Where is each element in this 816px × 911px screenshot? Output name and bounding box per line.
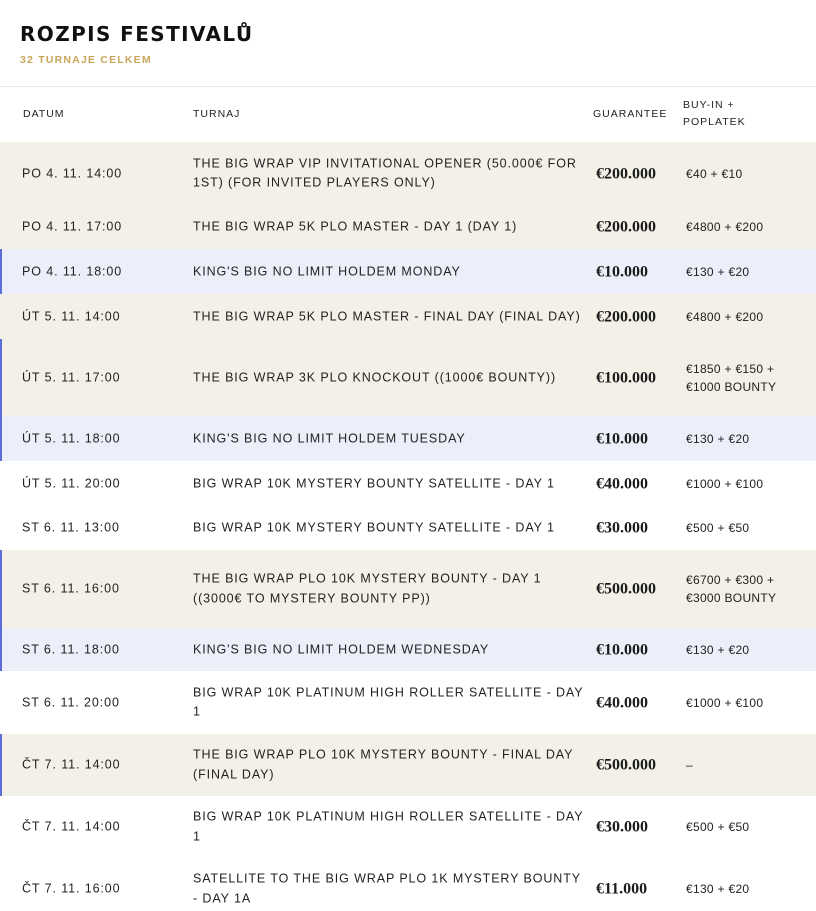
row-tournament-name[interactable]: BIG WRAP 10K PLATINUM HIGH ROLLER SATELLITE - DAY 1 [193, 809, 584, 843]
row-guarantee: €100.000 [596, 368, 656, 386]
table-header [0, 87, 816, 142]
row-guarantee: €30.000 [596, 519, 648, 537]
row-buyin: €1000 + €100 [686, 695, 764, 710]
row-date: ÚT 5. 11. 18:00 [22, 430, 121, 445]
row-guarantee: €40.000 [596, 693, 648, 711]
row-buyin: €130 + €20 [686, 264, 750, 279]
row-buyin: – [686, 758, 693, 772]
row-date: ČT 7. 11. 14:00 [22, 819, 121, 834]
row-guarantee: €10.000 [596, 640, 648, 658]
row-date: PO 4. 11. 18:00 [22, 263, 123, 278]
row-tournament-name[interactable]: BIG WRAP 10K PLATINUM HIGH ROLLER SATELLITE - DAY 1 [193, 685, 584, 719]
row-buyin: €6700 + €300 + €3000 BOUNTY [686, 573, 777, 605]
column-header-buyin: BUY-IN + POPLATEK [683, 99, 746, 128]
table-row[interactable] [0, 734, 816, 796]
row-tournament-name[interactable]: THE BIG WRAP 5K PLO MASTER - DAY 1 (DAY 1) [193, 219, 518, 234]
row-guarantee: €30.000 [596, 818, 648, 836]
row-tournament-name[interactable]: KING'S BIG NO LIMIT HOLDEM WEDNESDAY [193, 641, 490, 656]
column-header-guarantee: GUARANTEE [593, 108, 668, 120]
row-buyin: €4800 + €200 [686, 309, 764, 324]
table-row[interactable] [0, 796, 816, 858]
column-header-tournament: TURNAJ [193, 108, 241, 120]
row-buyin: €40 + €10 [686, 166, 743, 181]
table-row[interactable] [0, 249, 816, 294]
row-date: PO 4. 11. 17:00 [22, 219, 123, 234]
table-row[interactable] [0, 142, 816, 205]
row-date: ÚT 5. 11. 17:00 [22, 369, 121, 384]
row-guarantee: €500.000 [596, 580, 656, 598]
row-tournament-name[interactable]: BIG WRAP 10K MYSTERY BOUNTY SATELLITE - DAY 1 [193, 520, 555, 535]
page-title: ROZPIS FESTIVALŮ [20, 22, 254, 46]
row-tournament-name[interactable]: THE BIG WRAP 3K PLO KNOCKOUT ((1000€ BOUNTY)) [193, 369, 557, 384]
row-buyin: €500 + €50 [686, 521, 750, 535]
column-header-date: DATUM [23, 108, 65, 120]
row-guarantee: €200.000 [596, 164, 656, 182]
row-buyin: €1850 + €150 + €1000 BOUNTY [686, 361, 777, 394]
row-date: ST 6. 11. 18:00 [22, 641, 120, 656]
table-row[interactable] [0, 506, 816, 550]
row-guarantee: €200.000 [596, 218, 656, 236]
table-row[interactable] [0, 339, 816, 416]
row-date: ČT 7. 11. 14:00 [22, 757, 121, 772]
row-tournament-name[interactable]: THE BIG WRAP PLO 10K MYSTERY BOUNTY - FINAL DAY (FINAL DAY) [193, 747, 574, 781]
table-row[interactable] [0, 294, 816, 339]
table-row[interactable] [0, 550, 816, 628]
row-tournament-name[interactable]: SATELLITE TO THE BIG WRAP PLO 1K MYSTERY BOUNTY - DAY 1A [193, 871, 581, 905]
row-guarantee: €40.000 [596, 474, 648, 492]
row-guarantee: €500.000 [596, 756, 656, 774]
row-guarantee: €200.000 [596, 307, 656, 325]
row-tournament-name[interactable]: KING'S BIG NO LIMIT HOLDEM TUESDAY [193, 430, 466, 445]
table-row[interactable] [0, 628, 816, 671]
row-buyin: €4800 + €200 [686, 220, 764, 234]
row-date: ÚT 5. 11. 20:00 [22, 475, 121, 490]
row-date: ST 6. 11. 13:00 [22, 520, 120, 535]
row-date: ST 6. 11. 16:00 [22, 581, 120, 596]
table-row[interactable] [0, 858, 816, 911]
row-tournament-name[interactable]: THE BIG WRAP VIP INVITATIONAL OPENER (50.000€ FOR 1ST) (FOR INVITED PLAYERS ONLY) [193, 156, 577, 190]
row-guarantee: €10.000 [596, 262, 648, 280]
table-row[interactable] [0, 416, 816, 461]
row-buyin: €130 + €20 [686, 431, 750, 446]
row-tournament-name[interactable]: BIG WRAP 10K MYSTERY BOUNTY SATELLITE - DAY 1 [193, 475, 555, 490]
table-row[interactable] [0, 205, 816, 249]
page-header [20, 20, 253, 66]
row-buyin: €130 + €20 [686, 882, 750, 896]
tournament-count: 32 TURNAJE CELKEM [20, 54, 152, 66]
row-date: ST 6. 11. 20:00 [22, 694, 120, 709]
row-buyin: €500 + €50 [686, 820, 750, 834]
row-tournament-name[interactable]: THE BIG WRAP PLO 10K MYSTERY BOUNTY - DAY 1 ((3000€ TO MYSTERY BOUNTY PP)) [193, 571, 542, 605]
row-tournament-name[interactable]: THE BIG WRAP 5K PLO MASTER - FINAL DAY (FINAL DAY) [193, 308, 581, 323]
row-date: PO 4. 11. 14:00 [22, 165, 123, 180]
row-buyin: €1000 + €100 [686, 476, 764, 491]
row-guarantee: €10.000 [596, 429, 648, 447]
schedule-table-body [0, 142, 816, 911]
row-tournament-name[interactable]: KING'S BIG NO LIMIT HOLDEM MONDAY [193, 263, 461, 278]
row-buyin: €130 + €20 [686, 642, 750, 657]
table-row[interactable] [0, 461, 816, 506]
table-row[interactable] [0, 671, 816, 734]
row-guarantee: €11.000 [596, 880, 648, 898]
row-date: ÚT 5. 11. 14:00 [22, 308, 121, 323]
row-date: ČT 7. 11. 16:00 [22, 881, 121, 896]
